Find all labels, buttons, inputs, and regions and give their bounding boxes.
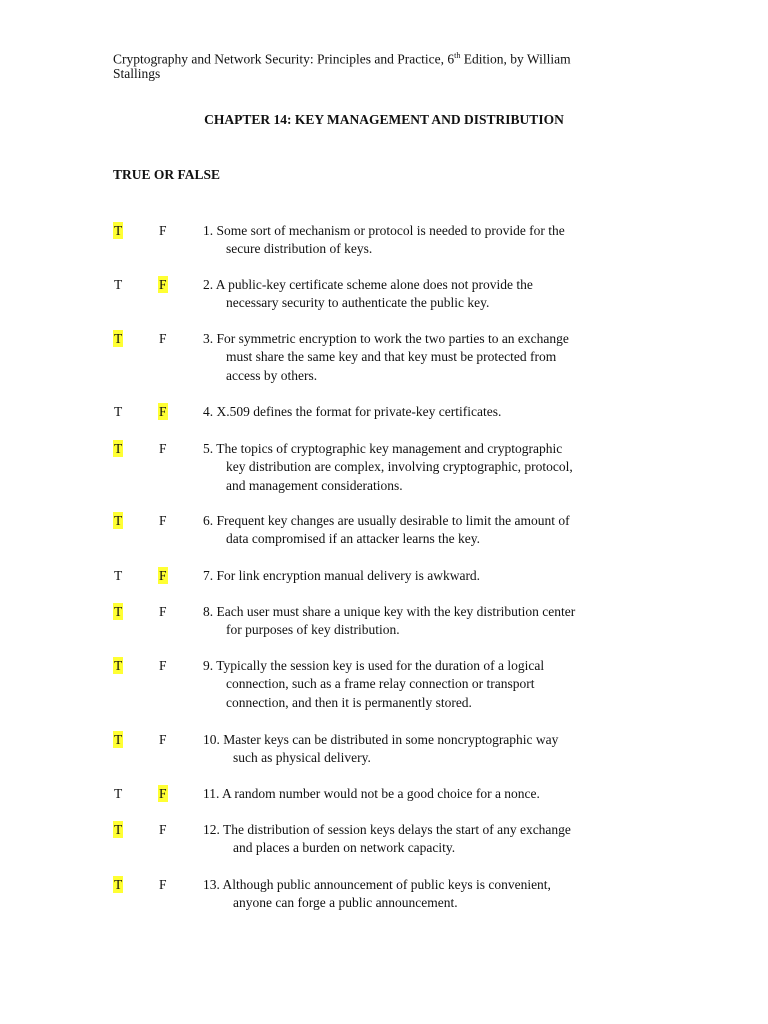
question-text bbox=[203, 512, 663, 549]
question-text-line: key distribution are complex, involving cryptographic, protocol, bbox=[226, 459, 573, 475]
false-option: F bbox=[159, 223, 167, 238]
question-text-line: data compromised if an attacker learns the key. bbox=[226, 531, 481, 547]
chapter-title: CHAPTER 14: KEY MANAGEMENT AND DISTRIBUTION bbox=[204, 112, 564, 127]
question-text bbox=[203, 731, 663, 768]
question-text bbox=[203, 603, 663, 640]
question-text-line: connection, such as a frame relay connection or transport bbox=[226, 676, 535, 692]
edition-superscript: th bbox=[454, 51, 461, 60]
question-text-line: must share the same key and that key must be protected from bbox=[226, 349, 557, 365]
false-option: F bbox=[159, 658, 167, 673]
true-option: T bbox=[114, 331, 123, 346]
true-option: T bbox=[114, 604, 123, 619]
section-title: TRUE OR FALSE bbox=[113, 167, 221, 182]
true-option: T bbox=[114, 658, 123, 673]
question-text-line: connection, and then it is permanently stored. bbox=[226, 694, 472, 710]
question-text-line: 2. A public-key certificate scheme alone does not provide the bbox=[203, 277, 533, 292]
question-text bbox=[203, 567, 663, 585]
true-option: T bbox=[114, 404, 123, 419]
true-option: T bbox=[114, 877, 123, 892]
question-text-line: 4. X.509 defines the format for private-key certificates. bbox=[203, 404, 502, 419]
question-text-line: 6. Frequent key changes are usually desirable to limit the amount of bbox=[203, 513, 570, 528]
question-text-line: 8. Each user must share a unique key with the key distribution center bbox=[203, 604, 576, 619]
false-option: F bbox=[159, 331, 167, 346]
question-text bbox=[203, 821, 663, 858]
book-title-text: Cryptography and Network Security: Principles and Practice, 6 bbox=[113, 51, 455, 67]
false-option: F bbox=[159, 877, 167, 892]
true-option: T bbox=[114, 822, 123, 837]
true-option: T bbox=[114, 568, 123, 583]
book-author-text: Edition, by William bbox=[460, 51, 571, 67]
false-option: F bbox=[159, 732, 167, 747]
false-option: F bbox=[159, 786, 167, 801]
question-text-line: and management considerations. bbox=[226, 477, 403, 493]
question-text-line: 11. A random number would not be a good choice for a nonce. bbox=[203, 786, 540, 801]
question-text bbox=[203, 785, 663, 803]
false-option: F bbox=[159, 604, 167, 619]
question-text-line: 5. The topics of cryptographic key management and cryptographic bbox=[203, 441, 563, 456]
false-option: F bbox=[159, 404, 167, 419]
true-option: T bbox=[114, 786, 123, 801]
true-option: T bbox=[114, 513, 123, 528]
true-option: T bbox=[114, 277, 123, 292]
question-text-line: 12. The distribution of session keys delays the start of any exchange bbox=[203, 822, 571, 837]
question-text-line: 7. For link encryption manual delivery is awkward. bbox=[203, 568, 481, 583]
true-option: T bbox=[114, 223, 123, 238]
true-option: T bbox=[114, 732, 123, 747]
question-text-line: secure distribution of keys. bbox=[226, 241, 373, 257]
true-option: T bbox=[114, 441, 123, 456]
false-option: F bbox=[159, 277, 167, 292]
question-text bbox=[203, 222, 663, 259]
question-text bbox=[203, 276, 663, 313]
question-text-line: 9. Typically the session key is used for the duration of a logical bbox=[203, 658, 545, 673]
question-text-line: 10. Master keys can be distributed in some noncryptographic way bbox=[203, 732, 559, 747]
false-option: F bbox=[159, 822, 167, 837]
question-text-line: access by others. bbox=[226, 367, 318, 383]
question-text-line: 13. Although public announcement of public keys is convenient, bbox=[203, 877, 551, 892]
question-text-line: 3. For symmetric encryption to work the two parties to an exchange bbox=[203, 331, 569, 346]
question-text bbox=[203, 403, 663, 421]
false-option: F bbox=[159, 513, 167, 528]
question-text-line: and places a burden on network capacity. bbox=[233, 840, 456, 856]
question-text bbox=[203, 657, 663, 712]
question-text-line: such as physical delivery. bbox=[233, 750, 371, 766]
question-text bbox=[203, 876, 663, 913]
question-text-line: anyone can forge a public announcement. bbox=[233, 895, 458, 911]
question-text bbox=[203, 330, 663, 385]
false-option: F bbox=[159, 441, 167, 456]
question-text-line: necessary security to authenticate the public key. bbox=[226, 295, 490, 311]
question-text-line: 1. Some sort of mechanism or protocol is needed to provide for the bbox=[203, 223, 565, 238]
question-text bbox=[203, 440, 663, 495]
false-option: F bbox=[159, 568, 167, 583]
book-reference-line-2: Stallings bbox=[113, 66, 161, 81]
question-text-line: for purposes of key distribution. bbox=[226, 622, 400, 638]
